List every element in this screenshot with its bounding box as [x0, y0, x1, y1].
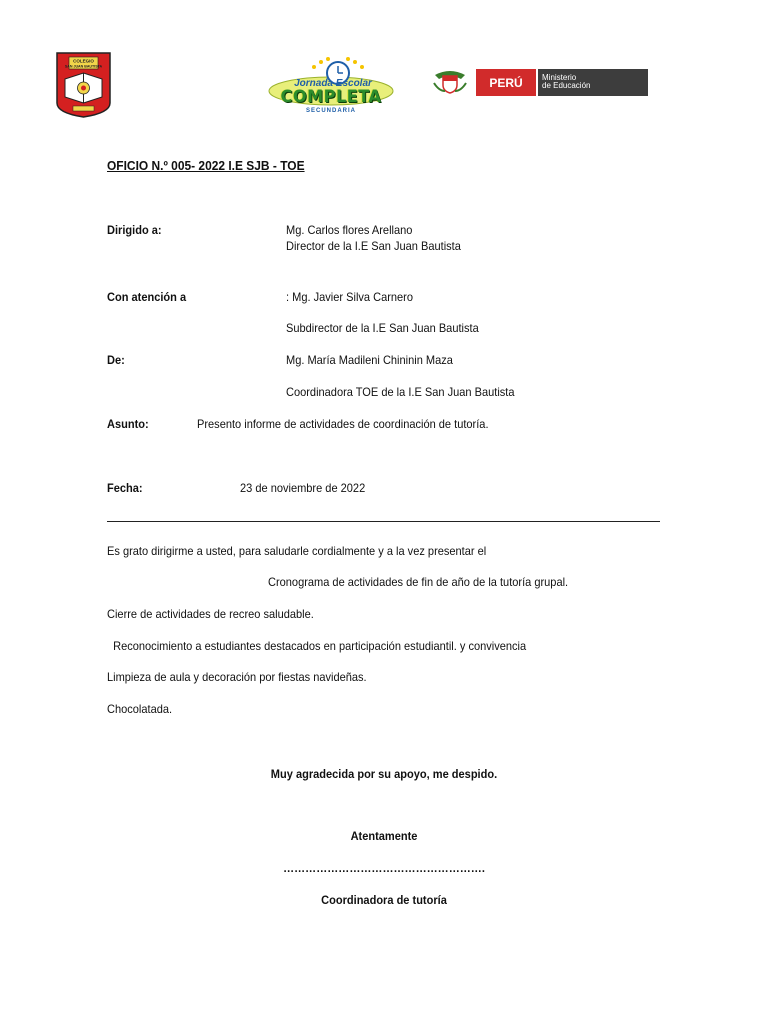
separator-line	[107, 521, 660, 522]
body-intro: Es grato dirigirme a usted, para saludarle cordialmente y a la vez presentar el	[107, 544, 487, 558]
signature-role: Coordinadora de tutoría	[321, 893, 447, 907]
body-cronograma: Cronograma de actividades de fin de año de la tutoría grupal.	[268, 575, 569, 589]
activity-item: Reconocimiento a estudiantes destacados en participación estudiantil. y convivencia	[107, 639, 527, 653]
peru-label: PERÚ	[476, 69, 536, 96]
asunto-label: Asunto:	[107, 417, 149, 431]
jornada-bottom-text: SECUNDARIA	[305, 108, 356, 114]
signature-line: ……………………………………………….	[283, 861, 485, 875]
activity-item: Cierre de actividades de recreo saludable.	[107, 607, 314, 621]
dirigido-label: Dirigido a:	[107, 223, 162, 237]
dirigido-name: Mg. Carlos flores Arellano	[286, 223, 413, 237]
fecha-label: Fecha:	[107, 481, 143, 495]
closing-text: Muy agradecida por su apoyo, me despido.	[270, 767, 498, 781]
dirigido-role: Director de la I.E San Juan Bautista	[286, 239, 461, 253]
ministry-label	[536, 69, 648, 96]
ministry-line1: Ministerio	[542, 73, 577, 82]
jornada-main-text: COMPLETA	[280, 87, 382, 107]
de-label: De:	[107, 353, 125, 367]
activity-item: Chocolatada.	[107, 702, 173, 716]
atentamente-text: Atentamente	[350, 829, 418, 843]
fecha-text: 23 de noviembre de 2022	[240, 481, 366, 495]
crest-text-top: COLEGIO	[73, 58, 94, 64]
crest-text-name: SAN JUAN BAUTISTA	[64, 64, 103, 69]
asunto-text: Presento informe de actividades de coordinación de tutoría.	[197, 417, 489, 431]
ministry-line2: de Educación	[542, 81, 591, 90]
school-crest-logo	[55, 51, 112, 118]
atencion-role: Subdirector de la I.E San Juan Bautista	[286, 321, 479, 335]
peru-coat-of-arms-icon	[431, 69, 469, 95]
de-role: Coordinadora TOE de la I.E San Juan Bautista	[286, 385, 515, 399]
activity-item: Limpieza de aula y decoración por fiestas navideñas.	[107, 670, 367, 684]
ministry-of-education-logo	[476, 69, 648, 96]
atencion-name: : Mg. Javier Silva Carnero	[286, 290, 414, 304]
document-title: OFICIO N.º 005- 2022 I.E SJB - TOE	[107, 158, 305, 173]
jornada-top-text: Jornada Escolar	[294, 78, 372, 89]
atencion-label: Con atención a	[107, 290, 187, 304]
de-name: Mg. María Madileni Chininin Maza	[286, 353, 453, 367]
